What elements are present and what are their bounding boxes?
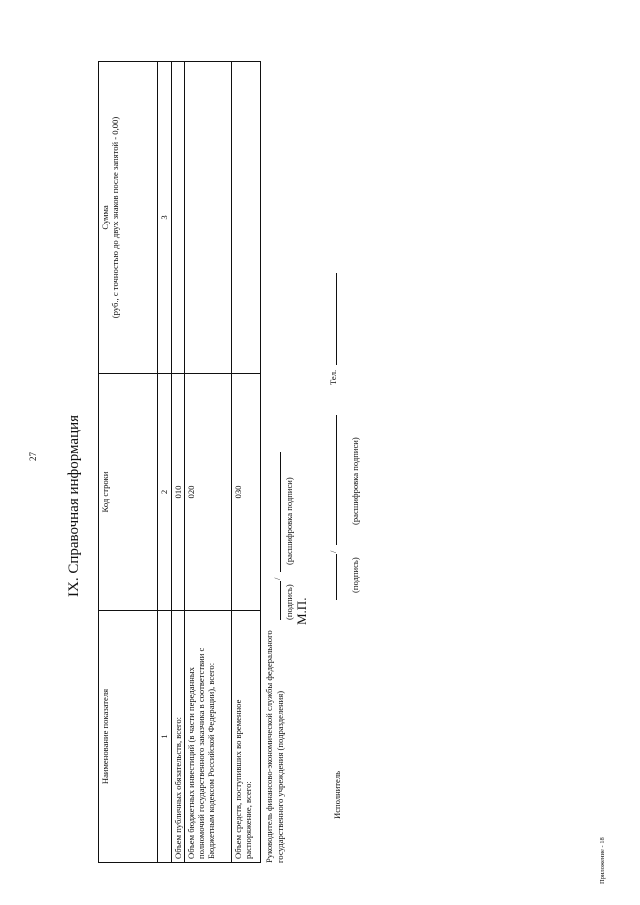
- executor-slash: /: [328, 550, 338, 553]
- column-number-row: [158, 62, 172, 863]
- header-name: Наименование показателя: [99, 611, 158, 863]
- row-code: 030: [232, 374, 261, 611]
- decode-line: [280, 452, 281, 572]
- row-sum: [185, 62, 232, 374]
- appendix-footer: Приложение - 18: [599, 837, 606, 884]
- header-sum: Сумма (руб., с точностью до двух знаков после запятой - 0,00): [99, 62, 158, 374]
- signature-caption: (подпись): [284, 584, 294, 620]
- column-number: 1: [158, 611, 172, 863]
- row-name: Объем средств, поступивших во временное распоряжение, всего:: [232, 611, 261, 863]
- row-code: 010: [172, 374, 185, 611]
- row-sum: [172, 62, 185, 374]
- reference-info-table: [98, 61, 261, 863]
- section-title: IX. Справочная информация: [66, 414, 82, 597]
- row-name: Объем публичных обязательств, всего:: [172, 611, 185, 863]
- slash: /: [272, 577, 282, 580]
- table-header-row: [99, 62, 158, 863]
- phone-label: Тел.: [328, 369, 338, 385]
- executor-signature-line: [336, 554, 337, 600]
- table-row: [172, 62, 185, 863]
- row-sum: [232, 62, 261, 374]
- stamp-label: М.П.: [294, 597, 309, 625]
- row-code: 020: [185, 374, 232, 611]
- executor-label: Исполнитель: [332, 770, 342, 819]
- decode-caption: (расшифровка подписи): [284, 477, 294, 565]
- column-number: 3: [158, 62, 172, 374]
- executor-decode-line: [336, 415, 337, 545]
- table-row: [185, 62, 232, 863]
- head-title-line2: государственного учреждения (подразделения): [275, 690, 285, 863]
- table-row: [232, 62, 261, 863]
- page-number: 27: [28, 452, 38, 461]
- column-number: 2: [158, 374, 172, 611]
- phone-line: [336, 273, 337, 365]
- header-code: Код строки: [99, 374, 158, 611]
- executor-signature-caption: (подпись): [350, 557, 360, 593]
- head-title-line1: Руководитель финансово-экономической службы федерального: [264, 630, 274, 863]
- row-name: Объем бюджетных инвестиций (в части переданных полномочий государственного заказчика в соответствии с Бюджетным кодексом Российской Федерации), всего:: [185, 611, 232, 863]
- signature-line: [280, 581, 281, 620]
- executor-decode-caption: (расшифровка подписи): [350, 437, 360, 525]
